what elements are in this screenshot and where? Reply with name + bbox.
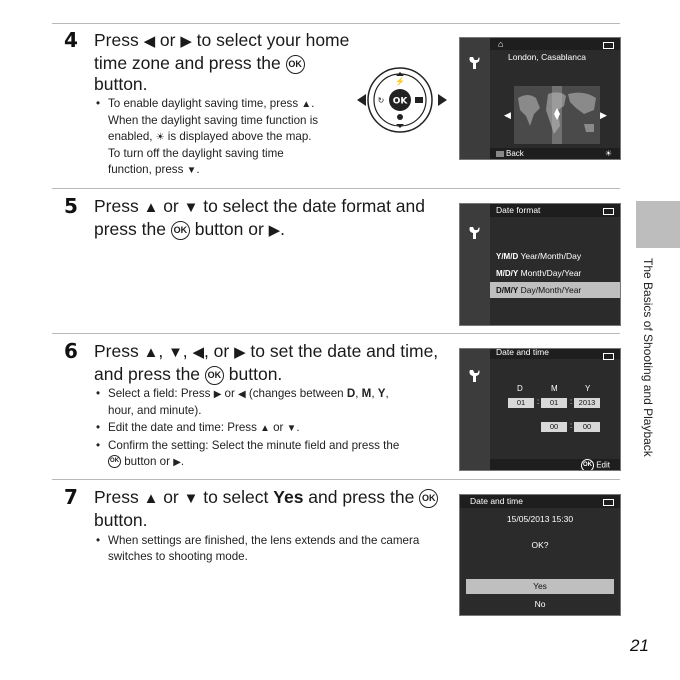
battery-icon bbox=[603, 208, 614, 215]
section-tab bbox=[636, 201, 680, 248]
wrench-icon bbox=[468, 369, 481, 383]
date-separator: : bbox=[537, 397, 540, 406]
settings-sidebar bbox=[460, 349, 490, 470]
day-field[interactable]: 01 bbox=[508, 398, 534, 408]
direction-icon: ▶ bbox=[173, 457, 181, 468]
no-option[interactable]: No bbox=[534, 599, 546, 609]
step-heading: Press ▲, ▼, ◀, or ▶ to set the date and time, and press the OK button. bbox=[94, 341, 439, 384]
direction-icon: ▶ bbox=[180, 34, 192, 50]
direction-icon: ▶ bbox=[234, 345, 246, 361]
divider bbox=[52, 479, 620, 480]
direction-icon: ☀ bbox=[155, 132, 165, 143]
wrench-icon bbox=[468, 226, 481, 240]
left-arrow-icon: ◀ bbox=[504, 110, 511, 120]
time-separator: : bbox=[570, 421, 573, 430]
page-number: 21 bbox=[630, 636, 649, 655]
year-label: Y bbox=[585, 384, 591, 393]
step-number: 4 bbox=[64, 28, 78, 52]
direction-icon: ▲ bbox=[143, 491, 159, 507]
divider bbox=[52, 23, 620, 24]
ok-button-icon: OK bbox=[171, 221, 190, 240]
ok-button-icon: OK bbox=[286, 55, 305, 74]
datetime-value: 15/05/2013 15:30 bbox=[506, 514, 574, 524]
direction-icon: ▶ bbox=[213, 389, 222, 400]
battery-icon bbox=[603, 353, 614, 360]
dst-icon: ☀ bbox=[604, 149, 612, 158]
direction-icon: ▲ bbox=[143, 345, 159, 361]
bottom-bar bbox=[490, 148, 620, 159]
step-heading: Press ▲ or ▼ to select the date format and press the OK button or ▶. bbox=[94, 196, 426, 239]
screen-title: Date and time bbox=[490, 348, 620, 359]
direction-icon: ▲ bbox=[143, 200, 159, 216]
bottom-bar bbox=[490, 459, 620, 470]
month-label: M bbox=[551, 384, 558, 393]
step-bullets bbox=[94, 533, 444, 566]
yes-option[interactable]: Yes bbox=[466, 579, 614, 594]
right-arrow-icon: ▶ bbox=[600, 110, 607, 120]
camera-screen-date-format bbox=[459, 203, 621, 326]
back-label: Back bbox=[506, 149, 524, 158]
step-heading: Press ◀ or ▶ to select your home time zone and press the OK button. bbox=[94, 30, 350, 94]
camera-screen-confirm bbox=[459, 494, 621, 616]
edit-label: Edit bbox=[596, 460, 610, 470]
screen-title: Date and time bbox=[460, 495, 620, 508]
step-number: 6 bbox=[64, 339, 78, 363]
direction-icon: ▼ bbox=[286, 423, 297, 434]
title-bar bbox=[490, 38, 620, 50]
battery-icon bbox=[603, 42, 614, 49]
settings-sidebar bbox=[460, 38, 490, 159]
ok-button-icon: OK bbox=[419, 489, 438, 508]
screen-title: Date format bbox=[490, 204, 620, 217]
ok-button-icon: OK bbox=[205, 366, 224, 385]
divider bbox=[52, 188, 620, 189]
year-field[interactable]: 2013 bbox=[574, 398, 600, 408]
battery-icon bbox=[603, 499, 614, 506]
camera-screen-date-time bbox=[459, 348, 621, 471]
section-title: The Basics of Shooting and Playback bbox=[641, 258, 655, 457]
home-icon: ⌂ bbox=[498, 39, 504, 49]
bullet-item: • Confirm the setting: Select the minute field and press the OK button or ▶. bbox=[94, 438, 434, 471]
bullet-item: • Select a field: Press ▶ or ◀ (changes between D, M, Y, hour, and minute). bbox=[94, 386, 434, 419]
direction-icon: ▼ bbox=[183, 491, 199, 507]
divider bbox=[52, 333, 620, 334]
day-label: D bbox=[517, 384, 523, 393]
menu-item-day-month-year[interactable]: D/M/Y Day/Month/Year bbox=[490, 282, 620, 298]
direction-icon: ◀ bbox=[143, 34, 156, 50]
step-heading: Press ▲ or ▼ to select Yes and press the OK button. bbox=[94, 487, 444, 531]
step-bullets bbox=[94, 96, 354, 180]
menu-item-year-month-day[interactable]: Y/M/D Year/Month/Day bbox=[496, 251, 582, 261]
bullet-item: • When settings are finished, the lens extends and the camera switches to shooting mode. bbox=[94, 533, 444, 565]
wrench-icon bbox=[468, 56, 481, 70]
confirm-question: OK? bbox=[531, 540, 549, 550]
step-bullets bbox=[94, 386, 434, 472]
settings-sidebar bbox=[460, 204, 490, 325]
direction-icon: ▼ bbox=[168, 345, 183, 361]
month-field[interactable]: 01 bbox=[541, 398, 567, 408]
svg-text:↻: ↻ bbox=[377, 96, 385, 105]
direction-icon: ◀ bbox=[192, 345, 204, 361]
city-name: London, Casablanca bbox=[508, 52, 586, 62]
direction-icon: ▲ bbox=[260, 423, 270, 434]
multi-selector-icon bbox=[356, 64, 448, 136]
minute-field[interactable]: 00 bbox=[574, 422, 600, 432]
camera-screen-timezone bbox=[459, 37, 621, 160]
world-map bbox=[514, 86, 600, 144]
direction-icon: ▼ bbox=[183, 200, 199, 216]
direction-icon: ▲ bbox=[301, 99, 312, 110]
back-icon bbox=[496, 151, 504, 157]
date-separator: : bbox=[570, 397, 573, 406]
hour-field[interactable]: 00 bbox=[541, 422, 567, 432]
bullet-item: • To enable daylight saving time, press ▲. When the daylight saving time function is enabled, ☀ is displayed above the map. To turn off the daylight saving time function, press ▼. bbox=[94, 96, 354, 179]
step-number: 7 bbox=[64, 485, 78, 509]
step-number: 5 bbox=[64, 194, 78, 218]
menu-item-month-day-year[interactable]: M/D/Y Month/Day/Year bbox=[496, 268, 582, 278]
ok-button-icon: OK bbox=[108, 455, 121, 468]
bullet-item: • Edit the date and time: Press ▲ or ▼. bbox=[94, 420, 434, 437]
direction-icon: ◀ bbox=[238, 389, 246, 400]
svg-text:OK: OK bbox=[392, 96, 408, 107]
svg-text:⚡: ⚡ bbox=[395, 77, 405, 86]
direction-icon: ▼ bbox=[186, 165, 197, 176]
ok-icon: OK bbox=[581, 459, 594, 471]
direction-icon: ▶ bbox=[268, 223, 281, 239]
